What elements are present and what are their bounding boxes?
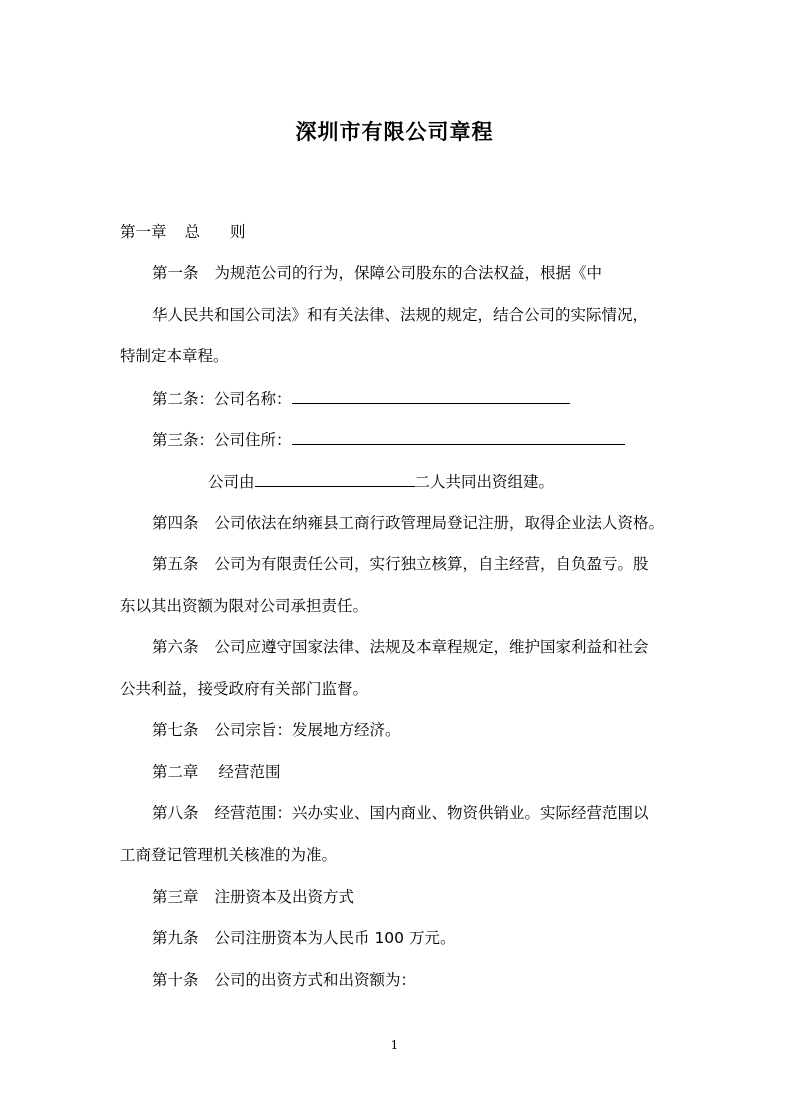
article-3-label: 第三条：: [152, 431, 215, 449]
chapter-3-title: 注册资本及出资方式: [214, 888, 355, 906]
chapter-3-heading: [152, 886, 354, 908]
shareholders-prefix: 公司由: [208, 473, 255, 491]
chapter-1-title-b: 则: [230, 223, 246, 241]
article-3-company-address: [152, 428, 625, 451]
article-3-field-label: 公司住所：: [214, 431, 292, 449]
document-title: 深圳市有限公司章程: [295, 119, 494, 144]
shareholders-blank: [255, 470, 415, 487]
article-8-label: 第八条: [152, 804, 199, 822]
article-5-text-1: 公司为有限责任公司，实行独立核算，自主经营，自负盈亏。股: [214, 555, 649, 573]
page-number: 1: [390, 1038, 399, 1052]
chapter-1-label: 第一章: [120, 223, 167, 241]
article-9-label: 第九条: [152, 929, 199, 947]
article-7-text: 公司宗旨：发展地方经济。: [214, 721, 401, 739]
article-5-line-2: 东以其出资额为限对公司承担责任。: [120, 597, 369, 615]
article-4-line: [152, 512, 664, 534]
article-7-label: 第七条: [152, 721, 199, 739]
shareholders-suffix: 二人共同出资组建。: [414, 473, 555, 491]
article-8-line-1: [152, 802, 649, 824]
chapter-2-label: 第二章: [152, 763, 199, 781]
article-7-line: [152, 719, 401, 741]
article-2-company-name: [152, 387, 570, 410]
chapter-2-title: 经营范围: [218, 763, 281, 781]
article-6-label: 第六条: [152, 638, 199, 656]
article-8-line-2: 工商登记管理机关核准的为准。: [120, 846, 338, 864]
chapter-1-heading: [120, 221, 246, 243]
article-6-line-1: [152, 636, 649, 658]
chapter-3-label: 第三章: [152, 888, 199, 906]
article-5-line-1: [152, 553, 649, 575]
article-5-label: 第五条: [152, 555, 199, 573]
article-4-text: 公司依法在纳雍县工商行政管理局登记注册，取得企业法人资格。: [214, 514, 665, 532]
article-1-line-3: 特制定本章程。: [120, 347, 229, 365]
article-9-text: 公司注册资本为人民币 100 万元。: [214, 929, 456, 947]
chapter-2-heading: [152, 761, 281, 783]
article-10-line: [152, 969, 416, 991]
article-1-line-1: [152, 262, 602, 284]
article-1-text-1: 为规范公司的行为，保障公司股东的合法权益，根据《中: [214, 264, 603, 282]
article-4-label: 第四条: [152, 514, 199, 532]
article-2-label: 第二条：: [152, 390, 215, 408]
article-6-line-2: 公共利益，接受政府有关部门监督。: [120, 680, 369, 698]
article-3-shareholders: [208, 470, 554, 493]
chapter-1-title-a: 总: [184, 223, 201, 241]
article-10-text: 公司的出资方式和出资额为：: [214, 971, 417, 989]
company-name-blank: [292, 387, 570, 404]
article-10-label: 第十条: [152, 971, 199, 989]
article-1-label: 第一条: [152, 264, 199, 282]
article-9-line: [152, 927, 455, 949]
article-2-field-label: 公司名称：: [214, 390, 292, 408]
company-address-blank: [292, 428, 625, 445]
article-1-line-2: 华人民共和国公司法》和有关法律、法规的规定，结合公司的实际情况，: [152, 306, 649, 324]
article-8-text-1: 经营范围：兴办实业、国内商业、物资供销业。实际经营范围以: [214, 804, 649, 822]
article-6-text-1: 公司应遵守国家法律、法规及本章程规定，维护国家利益和社会: [214, 638, 649, 656]
